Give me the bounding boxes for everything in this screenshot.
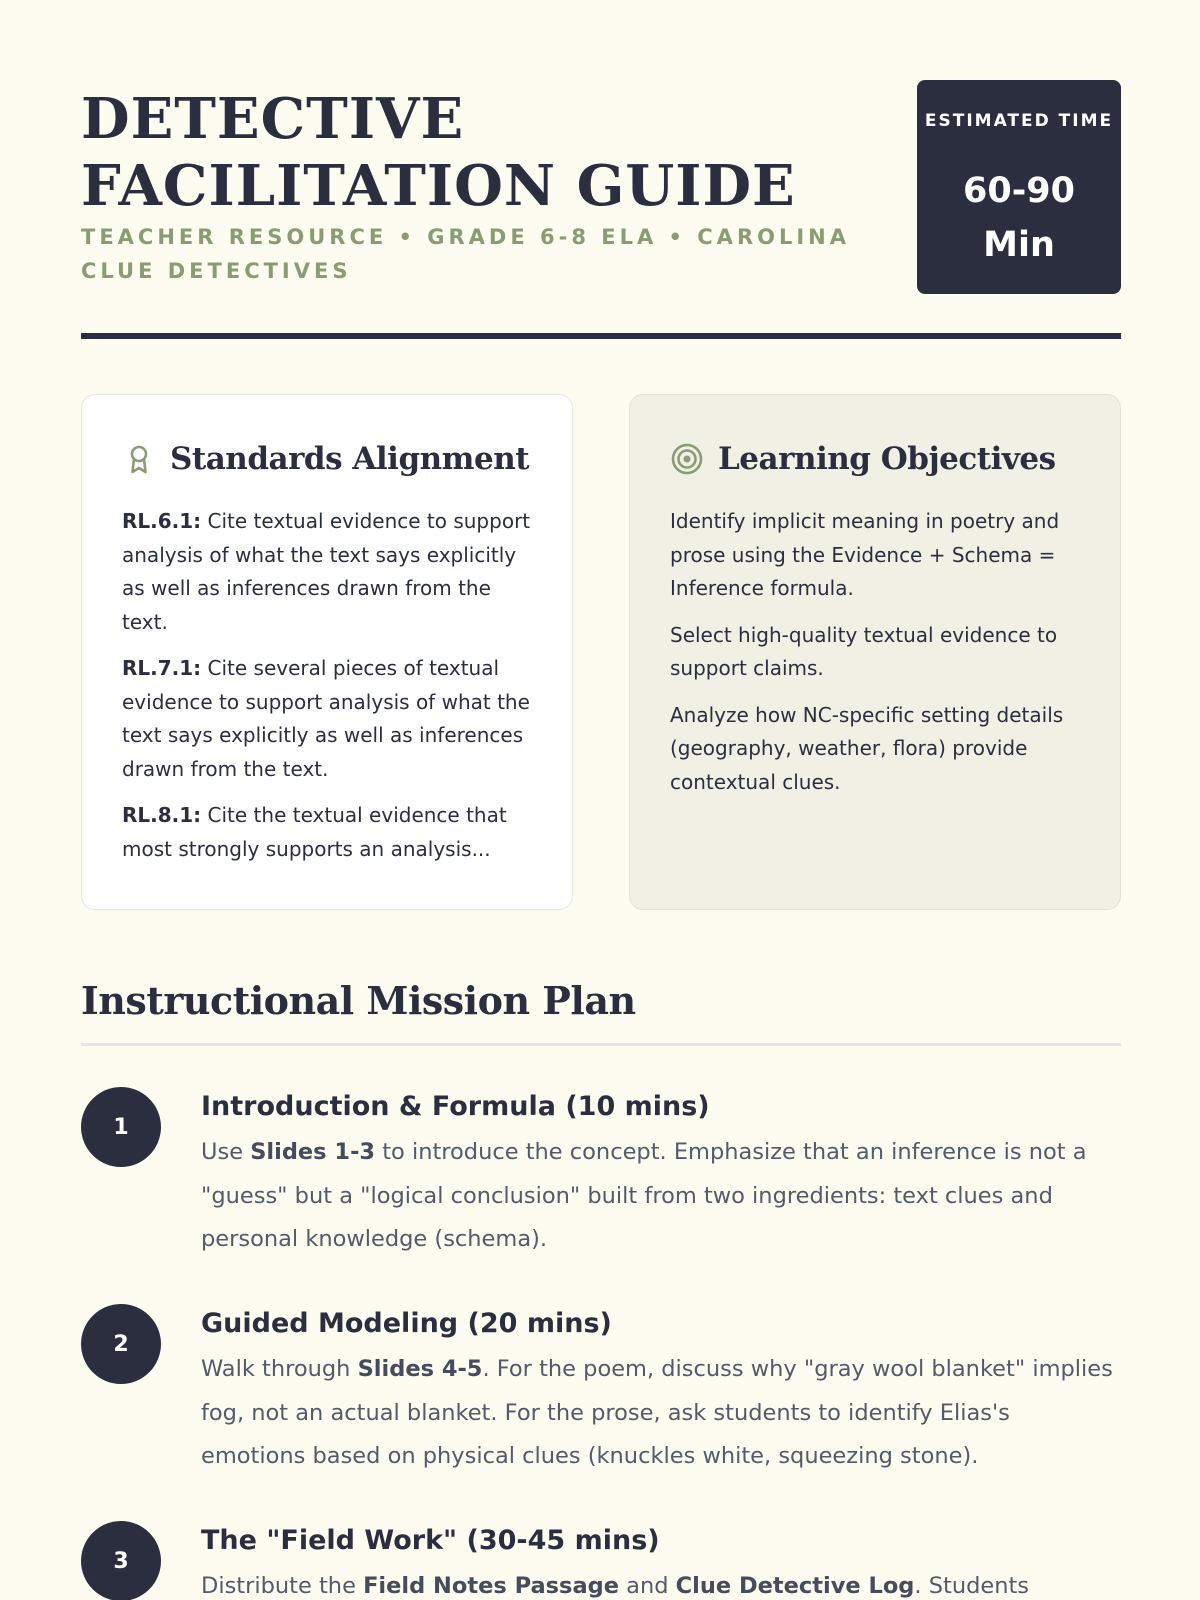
standard-item: [122, 799, 532, 866]
step-title: The "Field Work" (30-45 mins): [201, 1525, 660, 1556]
target-icon: [670, 442, 704, 476]
standards-card-header: [122, 439, 532, 479]
facilitation-guide-page: [81, 0, 1121, 1600]
standard-code: RL.7.1:: [122, 656, 202, 680]
mission-plan-title: Instructional Mission Plan: [81, 978, 636, 1023]
step-body: [201, 1087, 1121, 1262]
step-text-part: Distribute the: [201, 1573, 364, 1599]
step-number-badge: 3: [81, 1521, 161, 1600]
step-body: [201, 1521, 1121, 1600]
step-text-part: . For the poem, discuss why "gray wool blanket" implies fog, not an actual blanket. For the prose, ask students to identify Elias's emotions based on physical clues (knuckles white, squeezing stone).: [201, 1356, 1113, 1469]
step-text-part: Use: [201, 1139, 251, 1165]
step-title: Guided Modeling (20 mins): [201, 1308, 612, 1339]
step-text-emphasis: Slides 4-5: [357, 1356, 483, 1382]
step-text-part: . Students: [914, 1573, 1030, 1599]
step-text-part: Walk through: [201, 1356, 358, 1382]
objective-item: Analyze how NC-specific setting details (geography, weather, flora) provide contextual clues.: [670, 702, 1064, 794]
page-title-line-1: DETECTIVE: [81, 86, 465, 152]
standard-item: [122, 505, 532, 639]
step-text-emphasis: Clue Detective Log: [675, 1573, 915, 1599]
page-title-line-2: FACILITATION GUIDE: [81, 153, 796, 219]
estimated-time-badge: [917, 80, 1121, 294]
step-text-part: and: [619, 1573, 676, 1599]
mission-plan-divider: [81, 1043, 1121, 1046]
standards-card: [81, 394, 573, 910]
standard-text: Cite several pieces of textual evidence to support analysis of what the text says explicitly as well as inferences drawn from the text.: [122, 656, 530, 781]
step-title: Introduction & Formula (10 mins): [201, 1091, 710, 1122]
objective-item: Identify implicit meaning in poetry and prose using the Evidence + Schema = Inference formula.: [670, 509, 1060, 600]
page-subtitle: TEACHER RESOURCE • GRADE 6-8 ELA • CAROLINA CLUE DETECTIVES: [81, 225, 850, 283]
step-text-emphasis: Slides 1-3: [250, 1139, 376, 1165]
standard-code: RL.8.1:: [122, 803, 202, 827]
standards-title: Standards Alignment: [170, 441, 530, 477]
step-description: [201, 1348, 1121, 1479]
estimated-time-unit: Min: [983, 225, 1055, 265]
step-number-badge: 1: [81, 1087, 161, 1167]
step-number-badge: 2: [81, 1304, 161, 1384]
objectives-card: [629, 394, 1121, 910]
objective-item: Select high-quality textual evidence to support claims.: [670, 622, 1058, 680]
standard-text: Cite the textual evidence that most strongly supports an analysis...: [122, 803, 507, 861]
estimated-time-value: [917, 164, 1121, 272]
header-divider: [81, 333, 1121, 339]
standard-code: RL.6.1:: [122, 509, 202, 533]
step-body: [201, 1304, 1121, 1479]
step-text-emphasis: Field Notes Passage: [363, 1573, 619, 1599]
step-description: [201, 1131, 1121, 1262]
standard-item: [122, 652, 532, 786]
award-ribbon-icon: [122, 442, 156, 476]
estimated-time-label: ESTIMATED TIME: [924, 111, 1114, 131]
objectives-card-header: [670, 439, 1080, 479]
standard-text: Cite textual evidence to support analysis of what the text says explicitly as well as inferences drawn from the text.: [122, 509, 531, 634]
step-description: [201, 1565, 1121, 1600]
objectives-title: Learning Objectives: [718, 441, 1056, 477]
step-text-part: to introduce the concept. Emphasize that an inference is not a "guess" but a "logical conclusion" built from two ingredients: text clues and personal knowledge (schema).: [201, 1139, 1087, 1252]
guide-header: [81, 80, 1121, 294]
estimated-time-range: 60-90: [963, 171, 1075, 211]
page-title: [81, 86, 861, 220]
